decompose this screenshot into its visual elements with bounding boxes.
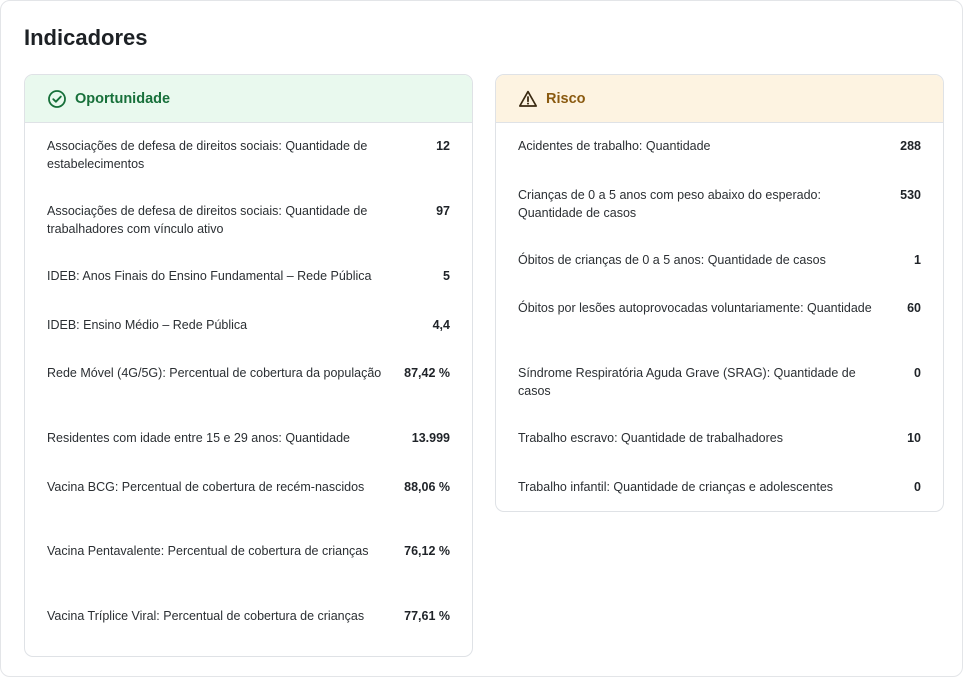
list-item [47, 316, 450, 334]
indicator-value: 12 [436, 139, 450, 153]
list-item [518, 299, 921, 317]
indicator-name: IDEB: Ensino Médio – Rede Pública [47, 318, 248, 332]
indicator-name: Trabalho infantil: Quantidade de crianças e adolescentes [518, 480, 834, 494]
list-item [518, 251, 921, 269]
indicator-value: 530 [900, 188, 921, 202]
indicator-name: Acidentes de trabalho: Quantidade [518, 139, 711, 153]
list-item [47, 478, 450, 496]
indicator-value: 87,42 % [404, 366, 450, 380]
opportunity-card [24, 74, 473, 657]
list-item [518, 364, 921, 400]
indicator-name: Crianças de 0 a 5 anos com peso abaixo do esperado: Quantidade de casos [518, 188, 821, 220]
list-item [47, 364, 450, 382]
list-item [47, 137, 450, 173]
list-item [47, 429, 450, 447]
indicator-name: Associações de defesa de direitos sociais: Quantidade de estabelecimentos [47, 139, 368, 171]
list-item [518, 429, 921, 447]
list-item [47, 202, 450, 238]
indicator-name: Óbitos de crianças de 0 a 5 anos: Quantidade de casos [518, 253, 826, 267]
indicator-name: Vacina Pentavalente: Percentual de cobertura de crianças [47, 544, 369, 558]
page-title: Indicadores [24, 25, 148, 50]
risk-header [496, 75, 943, 123]
risk-card [495, 74, 944, 512]
indicator-name: Trabalho escravo: Quantidade de trabalhadores [518, 431, 783, 445]
indicator-value: 0 [914, 480, 921, 494]
list-item [518, 186, 921, 222]
indicator-value: 60 [907, 301, 921, 315]
indicator-value: 88,06 % [404, 480, 450, 494]
check-circle-icon [47, 89, 67, 109]
warning-triangle-icon [518, 89, 538, 109]
list-item [47, 607, 450, 625]
indicator-value: 97 [436, 204, 450, 218]
indicator-name: Vacina Tríplice Viral: Percentual de cobertura de crianças [47, 609, 365, 623]
list-item [518, 137, 921, 155]
indicator-value: 77,61 % [404, 609, 450, 623]
indicator-value: 288 [900, 139, 921, 153]
indicator-name: Residentes com idade entre 15 e 29 anos: Quantidade [47, 431, 350, 445]
opportunity-title: Oportunidade [75, 90, 171, 107]
indicator-value: 0 [914, 366, 921, 380]
indicator-name: Síndrome Respiratória Aguda Grave (SRAG): Quantidade de casos [518, 366, 856, 398]
list-item [47, 267, 450, 285]
indicator-name: Associações de defesa de direitos sociais: Quantidade de trabalhadores com vínculo ativo [47, 204, 368, 236]
indicator-name: Óbitos por lesões autoprovocadas voluntariamente: Quantidade [518, 301, 872, 315]
indicator-name: IDEB: Anos Finais do Ensino Fundamental – Rede Pública [47, 269, 372, 283]
indicator-value: 10 [907, 431, 921, 445]
indicator-value: 4,4 [432, 318, 450, 332]
indicator-value: 13.999 [411, 431, 450, 445]
list-item [47, 542, 450, 560]
list-item [518, 478, 921, 496]
indicator-value: 5 [443, 269, 450, 283]
risk-title: Risco [546, 90, 586, 107]
indicator-name: Rede Móvel (4G/5G): Percentual de cobertura da população [47, 366, 382, 380]
indicator-name: Vacina BCG: Percentual de cobertura de recém-nascidos [47, 480, 365, 494]
indicator-value: 1 [914, 253, 921, 267]
indicator-value: 76,12 % [404, 544, 450, 558]
opportunity-header [25, 75, 472, 123]
